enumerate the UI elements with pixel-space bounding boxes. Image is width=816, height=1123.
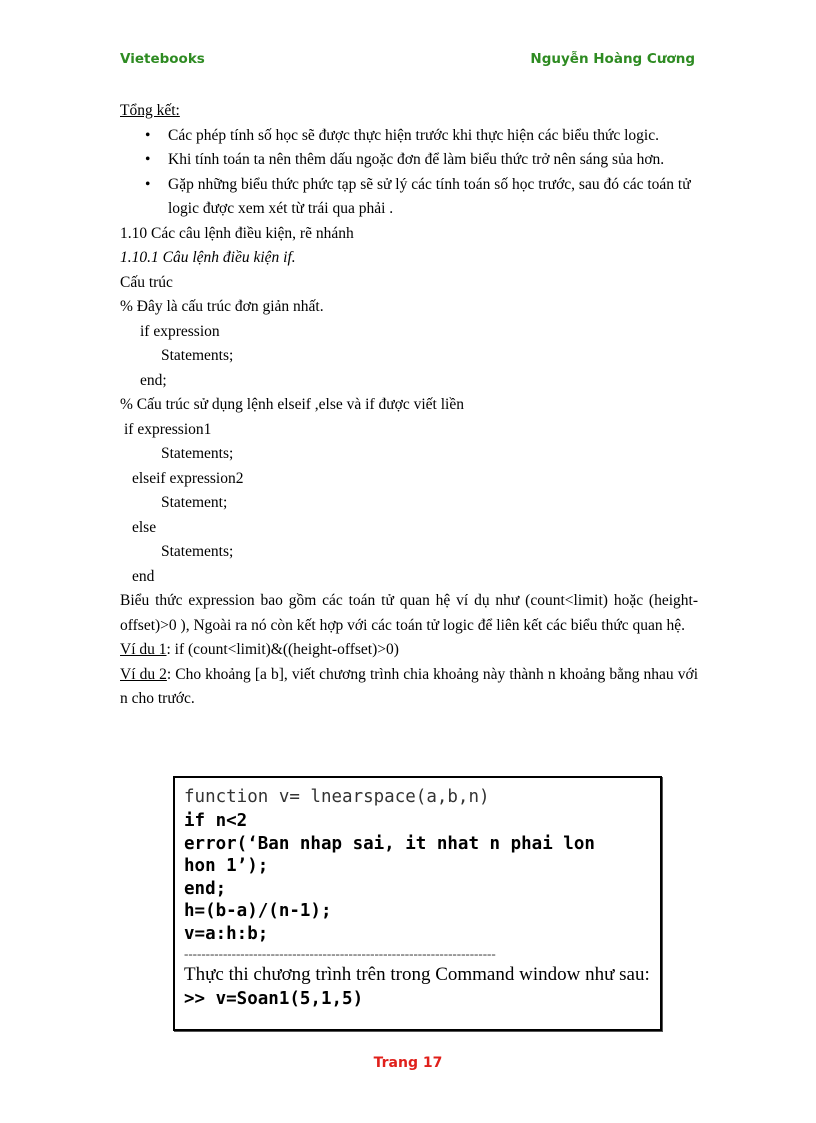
code-line: hon 1’);	[184, 856, 269, 876]
section-heading: 1.10 Các câu lệnh điều kiện, rẽ nhánh	[120, 224, 354, 242]
bullet-icon: •	[145, 175, 151, 193]
subsection-heading: 1.10.1 Câu lệnh điều kiện if.	[120, 249, 296, 266]
header-right: Nguyễn Hoàng Cương	[530, 51, 695, 67]
comment-elseif: % Cấu trúc sử dụng lệnh elseif ,else và if được viết liền	[120, 396, 464, 413]
elseif-if-line: if expression1	[124, 420, 212, 438]
elseif-statements-1: Statements;	[161, 445, 234, 462]
explanation-paragraph: Biểu thức expression bao gồm các toán tử quan hệ ví dụ như (count<limit) hoặc (height-offset)>0 ), Ngoài ra nó còn kết hợp với các toán tử logic để liên kết các biểu thức quan hệ.	[120, 592, 698, 634]
exec-description: Thực thi chương trình trên trong Command window như sau:	[184, 964, 650, 985]
summary-list	[120, 124, 698, 222]
simple-if-end: end;	[140, 371, 167, 389]
list-item: • Gặp những biểu thức phức tạp sẽ sử lý các tính toán số học trước, sau đó các toán tử logic được xem xét từ trái qua phải .	[120, 173, 698, 222]
page-body	[120, 99, 698, 712]
code-box	[173, 776, 662, 1031]
elseif-statements-2: Statement;	[161, 494, 228, 511]
header-left: Vietebooks	[120, 51, 205, 67]
simple-if-statements: Statements;	[161, 347, 234, 364]
code-separator: ------------------------------------------------------------------------	[184, 946, 496, 961]
list-item: • Khi tính toán ta nên thêm dấu ngoặc đơn để làm biểu thức trở nên sáng sủa hơn.	[120, 148, 698, 173]
comment-simple: % Đây là cấu trúc đơn giản nhất.	[120, 298, 324, 315]
else-statements: Statements;	[161, 543, 234, 560]
example-1-text: : if (count<limit)&((height-offset)>0)	[166, 641, 399, 658]
example-2-label: Ví du 2	[120, 665, 167, 683]
simple-if-line: if expression	[140, 322, 220, 340]
else-line: else	[132, 518, 157, 536]
bullet-icon: •	[145, 126, 151, 144]
example-2-text: : Cho khoảng [a b], viết chương trình chia khoảng này thành n khoảng bằng nhau với n cho trước.	[120, 665, 699, 707]
summary-title: Tổng kết:	[120, 102, 180, 119]
elseif-line: elseif expression2	[132, 469, 244, 487]
code-line: error(‘Ban nhap sai, it nhat n phai lon	[184, 833, 595, 854]
code-line: if n<2	[184, 811, 248, 831]
list-item: • Các phép tính số học sẽ được thực hiện trước khi thực hiện các biểu thức logic.	[120, 124, 698, 149]
elseif-end: end	[132, 567, 155, 585]
example-2	[120, 663, 698, 712]
exec-command: >> v=Soan1(5,1,5)	[184, 989, 364, 1009]
structure-label: Cấu trúc	[120, 273, 173, 291]
code-function-line: function v= lnearspace(a,b,n)	[184, 787, 490, 807]
example-1-label: Ví du 1	[120, 641, 167, 658]
code-line: v=a:h:b;	[184, 923, 269, 944]
code-line: h=(b-a)/(n-1);	[184, 901, 332, 921]
code-line: end;	[184, 878, 227, 899]
example-1	[120, 638, 698, 663]
bullet-icon: •	[145, 151, 151, 168]
page-number: Trang 17	[373, 1055, 443, 1071]
